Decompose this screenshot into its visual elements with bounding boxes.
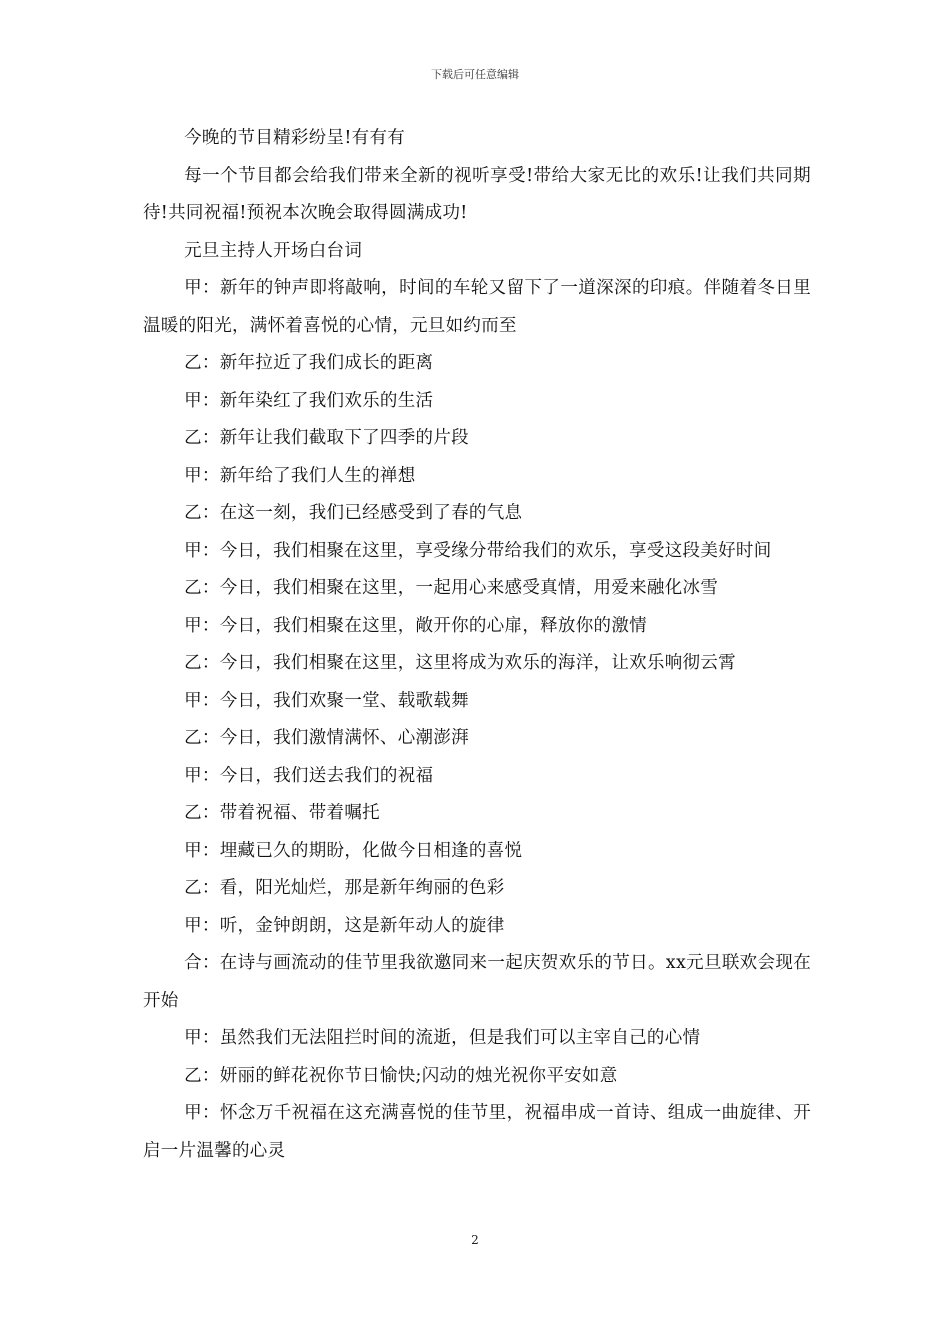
paragraph: 甲：虽然我们无法阻拦时间的流逝，但是我们可以主宰自己的心情 bbox=[184, 1028, 701, 1048]
page-number: 2 bbox=[471, 1233, 479, 1247]
paragraph: 甲：今日，我们送去我们的祝福 bbox=[184, 765, 434, 786]
paragraph: 甲：新年的钟声即将敲响，时间的车轮又留下了一道深深的印痕。伴随着冬日里温暖的阳光，满怀着喜悦的心情，元旦如约而至 bbox=[143, 278, 811, 336]
paragraph: 甲：今日，我们相聚在这里，享受缘分带给我们的欢乐，享受这段美好时间 bbox=[184, 540, 772, 561]
paragraph: 乙：新年让我们截取下了四季的片段 bbox=[184, 428, 469, 448]
paragraph: 合：在诗与画流动的佳节里我欲邀同来一起庆贺欢乐的节日。xx元旦联欢会现在开始 bbox=[143, 953, 811, 1011]
paragraph: 甲：怀念万千祝福在这充满喜悦的佳节里，祝福串成一首诗、组成一曲旋律、开启一片温馨的心灵 bbox=[143, 1103, 811, 1161]
paragraph: 每一个节目都会给我们带来全新的视听享受!带给大家无比的欢乐!让我们共同期待!共同祝福!预祝本次晚会取得圆满成功! bbox=[143, 165, 811, 223]
paragraph: 乙：新年拉近了我们成长的距离 bbox=[184, 353, 434, 373]
paragraph: 乙：今日，我们相聚在这里，这里将成为欢乐的海洋，让欢乐响彻云霄 bbox=[184, 653, 736, 673]
paragraph: 乙：今日，我们相聚在这里，一起用心来感受真情，用爱来融化冰雪 bbox=[184, 578, 719, 598]
document-body bbox=[143, 120, 811, 1170]
paragraph: 乙：在这一刻，我们已经感受到了春的气息 bbox=[184, 503, 523, 523]
paragraph: 乙：看，阳光灿烂，那是新年绚丽的色彩 bbox=[184, 878, 505, 898]
paragraph: 今晚的节目精彩纷呈!有有有 bbox=[184, 128, 406, 148]
paragraph: 甲：新年给了我们人生的禅想 bbox=[184, 465, 416, 486]
paragraph: 甲：今日，我们欢聚一堂、载歌载舞 bbox=[184, 690, 469, 711]
paragraph: 甲：新年染红了我们欢乐的生活 bbox=[184, 390, 434, 411]
paragraph: 甲：埋藏已久的期盼，化做今日相逢的喜悦 bbox=[184, 840, 523, 861]
section-title: 元旦主持人开场白台词 bbox=[184, 240, 363, 261]
paragraph: 乙：带着祝福、带着嘱托 bbox=[184, 803, 380, 823]
page-header: 下载后可任意编辑 bbox=[431, 68, 519, 81]
paragraph: 乙：今日，我们激情满怀、心潮澎湃 bbox=[184, 728, 469, 748]
paragraph: 甲：今日，我们相聚在这里，敞开你的心扉，释放你的激情 bbox=[184, 615, 647, 636]
paragraph: 甲：听，金钟朗朗，这是新年动人的旋律 bbox=[184, 915, 505, 936]
paragraph: 乙：妍丽的鲜花祝你节日愉快;闪动的烛光祝你平安如意 bbox=[184, 1065, 618, 1086]
